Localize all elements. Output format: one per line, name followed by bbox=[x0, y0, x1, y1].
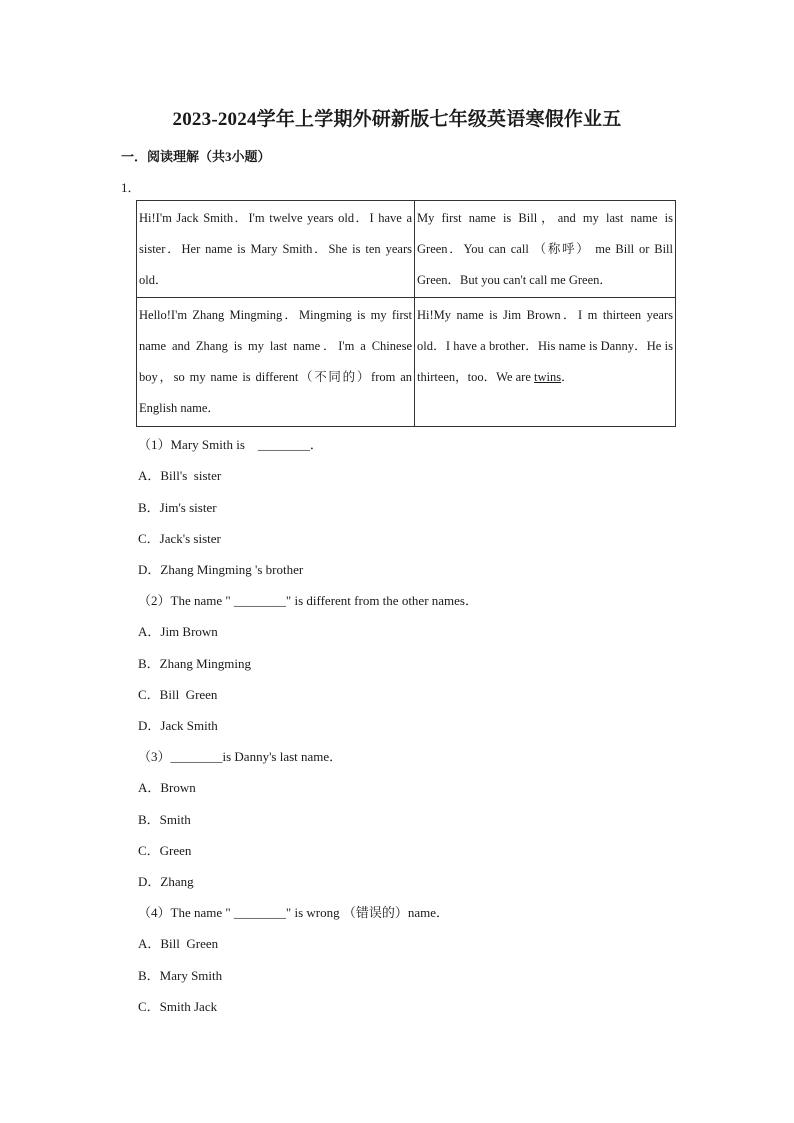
option-2a: A．Jim Brown bbox=[138, 624, 218, 639]
option-3a: A．Brown bbox=[138, 780, 196, 795]
option-1c: C．Jack's sister bbox=[138, 531, 221, 546]
section-heading: 一．阅读理解（共3小题） bbox=[121, 149, 271, 164]
passage-cell-jim-end: ． bbox=[561, 370, 574, 385]
passage-cell-jim bbox=[415, 298, 676, 427]
option-2d: D．Jack Smith bbox=[138, 718, 218, 733]
passage-cell-zhang: Hello!I'm Zhang Mingming．Mingming is my first name and Zhang is my last name．I'm a Chinese boy，so my name is different（不同的）from an English name． bbox=[137, 298, 415, 427]
passage-row bbox=[137, 298, 676, 427]
option-3c: C．Green bbox=[138, 843, 192, 858]
passage-cell-jim-text: Hi!My name is Jim Brown．I m thirteen years old．I have a brother．His name is Danny．He is thirteen，too．We are bbox=[417, 308, 673, 385]
option-2c: C．Bill Green bbox=[138, 687, 218, 702]
option-3b: B．Smith bbox=[138, 812, 191, 827]
option-1a: A．Bill's sister bbox=[138, 468, 222, 483]
option-2b: B．Zhang Mingming bbox=[138, 656, 252, 671]
question-stem-1: （1）Mary Smith is ________． bbox=[138, 437, 323, 452]
option-4b: B．Mary Smith bbox=[138, 968, 223, 983]
passage-table bbox=[136, 200, 676, 427]
option-4c: C．Smith Jack bbox=[138, 999, 218, 1014]
page-title: 2023-2024学年上学期外研新版七年级英语寒假作业五 bbox=[172, 109, 622, 130]
option-4a: A．Bill Green bbox=[138, 936, 219, 951]
option-1b: B．Jim's sister bbox=[138, 500, 217, 515]
passage-row bbox=[137, 201, 676, 298]
question-stem-3: （3）________is Danny's last name． bbox=[138, 749, 343, 764]
question-stem-4: （4）The name " ________" is wrong （错误的）name． bbox=[138, 905, 450, 920]
question-number: 1． bbox=[121, 180, 141, 195]
option-3d: D．Zhang bbox=[138, 874, 194, 889]
passage-cell-bill: My first name is Bill，and my last name is Green．You can call （称呼） me Bill or Bill Green．But you can't call me Green． bbox=[415, 201, 676, 298]
question-stem-2: （2）The name " ________" is different from the other names． bbox=[138, 593, 478, 608]
passage-cell-jack: Hi!I'm Jack Smith．I'm twelve years old．I have a sister．Her name is Mary Smith．She is ten years old． bbox=[137, 201, 415, 298]
underlined-word-twins: twins bbox=[534, 370, 562, 385]
option-1d: D．Zhang Mingming 's brother bbox=[138, 562, 304, 577]
